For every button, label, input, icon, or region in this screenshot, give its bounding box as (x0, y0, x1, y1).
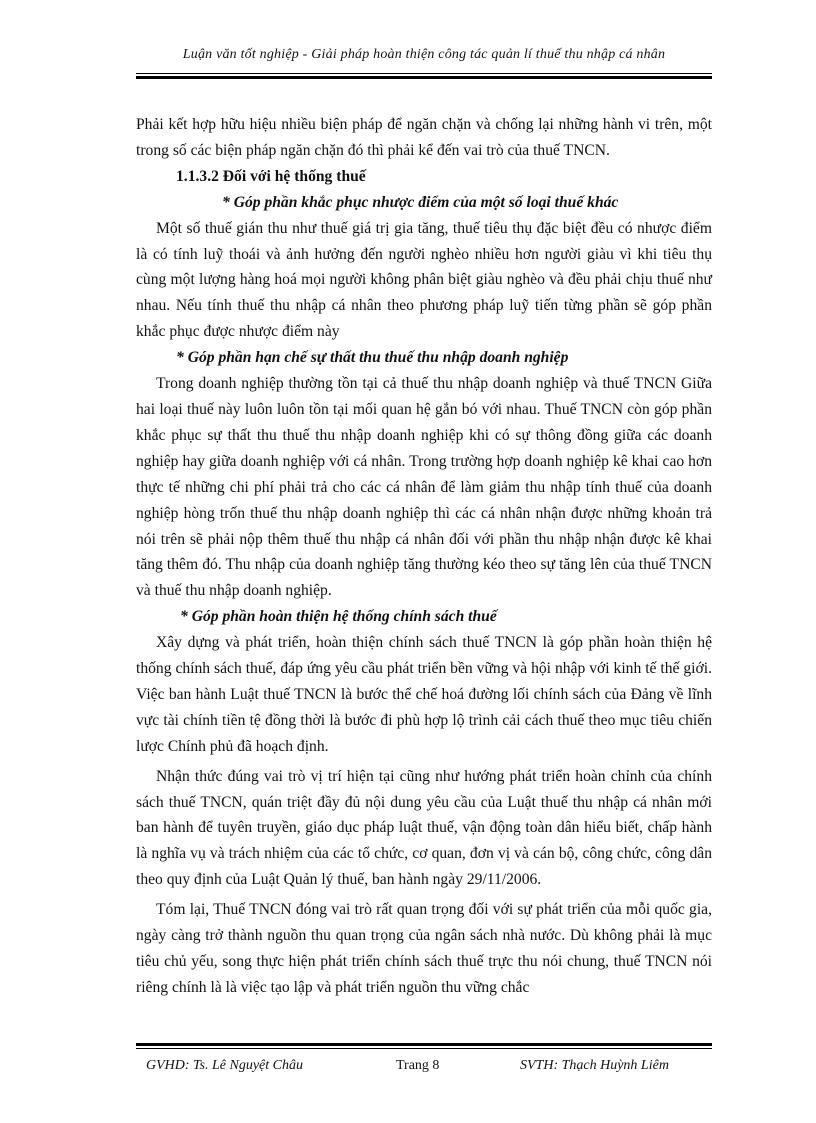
running-header: Luận văn tốt nghiệp - Giải pháp hoàn thiện công tác quản lí thuế thu nhập cá nhân (182, 47, 666, 62)
paragraph-continuation: Phải kết hợp hữu hiệu nhiều biện pháp để ngăn chặn và chống lại những hành vi trên, một trong số các biện pháp ngăn chặn đó thì phải kể đến vai trò của thuế TNCN. (136, 116, 712, 159)
paragraph-6: Tóm lại, Thuế TNCN đóng vai trò rất quan trọng đối với sự phát triển của mỗi quốc gia, ngày càng trở thành nguồn thu quan trọng của ngân sách nhà nước. Dù không phải là mục tiêu chủ yếu, song thực hiện phát triển chính sách thuế trực thu nói chung, thuế TNCN nói riêng chính là là việc tạo lập và phát triển nguồn thu vững chắc (136, 901, 712, 996)
subheading-2: * Góp phần hạn chế sự thất thu thuế thu nhập doanh nghiệp (176, 349, 569, 367)
page-number: Trang 8 (396, 1058, 440, 1073)
page-body (136, 112, 712, 1001)
paragraph-4: Xây dựng và phát triển, hoàn thiện chính sách thuế TNCN là góp phần hoàn thiện hệ thống chính sách thuế, đáp ứng yêu cầu phát triển bền vững và hội nhập với kinh tế thế giới. Việc ban hành Luật thuế TNCN là bước thể chế hoá đường lối chính sách của Đảng về lĩnh vực tài chính tiền tệ đồng thời là bước đi phù hợp lộ trình cải cách thuế theo mục tiêu chiến lược Chính phủ đã hoạch định. (136, 634, 712, 755)
footer-advisor: GVHD: Ts. Lê Nguyệt Châu (146, 1058, 303, 1073)
subheading-1: * Góp phần khắc phục nhược điểm của một số loại thuế khác (222, 193, 619, 211)
footer-student: SVTH: Thạch Huỳnh Liêm (520, 1058, 669, 1073)
subheading-3: * Góp phần hoàn thiện hệ thống chính sách thuế (180, 608, 497, 626)
section-heading: 1.1.3.2 Đối với hệ thống thuế (176, 167, 366, 185)
paragraph-3: Trong doanh nghiệp thường tồn tại cả thuế thu nhập doanh nghiệp và thuế TNCN Giữa hai loại thuế này luôn luôn tồn tại mối quan hệ gắn bó với nhau. Thuế TNCN còn góp phần khắc phục sự thất thu thuế thu nhập doanh nghiệp khi có sự thông đồng giữa các doanh nghiệp hay giữa doanh nghiệp với cá nhân. Trong trường hợp doanh nghiệp kê khai cao hơn thực tế những chi phí phải trả cho các cá nhân để làm giảm thu nhập tính thuế của doanh nghiệp hòng trốn thuế thu nhập doanh nghiệp thì các cá nhân nhận được những khoản trả nói trên sẽ phải nộp thêm thuế thu nhập cá nhân đối với phần thu nhập nhận được kê khai tăng thêm đó. Thu nhập của doanh nghiệp tăng thường kéo theo sự tăng lên của thuế TNCN và thuế thu nhập doanh nghiệp. (136, 375, 712, 600)
paragraph-2: Một số thuế gián thu như thuế giá trị gia tăng, thuế tiêu thụ đặc biệt đều có nhược điểm là có tính luỹ thoái và ảnh hưởng đến người nghèo nhiều hơn người giàu vì khi tiêu thụ cùng một lượng hàng hoá mọi người không phân biệt giàu nghèo và đều phải chịu thuế như nhau. Nếu tính thuế thu nhập cá nhân theo phương pháp luỹ tiến từng phần sẽ góp phần khắc phục được nhược điểm này (136, 219, 712, 341)
paragraph-5: Nhận thức đúng vai trò vị trí hiện tại cũng như hướng phát triển hoàn chỉnh của chính sách thuế TNCN, quán triệt đầy đủ nội dung yêu cầu của Luật thuế thu nhập cá nhân mới ban hành để tuyên truyền, giáo dục pháp luật thuế, vận động toàn dân hiểu biết, chấp hành là nghĩa vụ và trách nhiệm của các tổ chức, cơ quan, đơn vị và cán bộ, công chức, công dân theo quy định của Luật Quản lý thuế, ban hành ngày 29/11/2006. (136, 767, 712, 889)
footer-rule (136, 1043, 712, 1049)
